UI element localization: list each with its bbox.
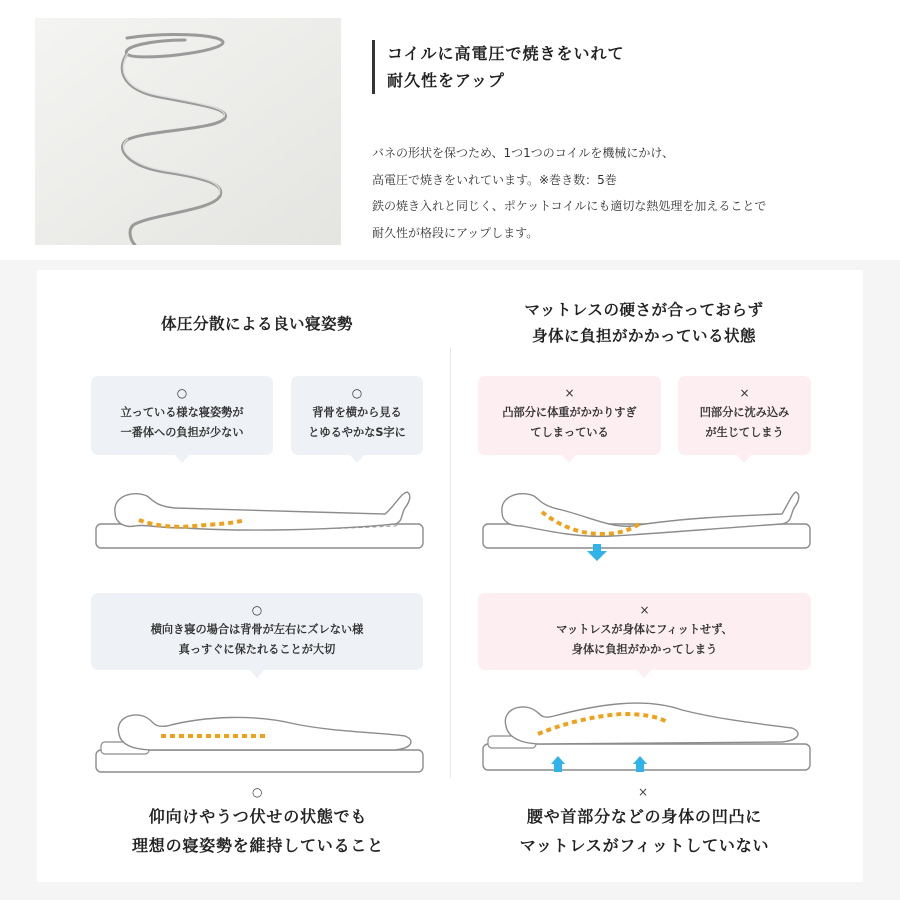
bad-mark: × <box>564 386 575 400</box>
bad-conclusion-line1: 腰や首部分などの身体の凹凸に <box>526 807 763 826</box>
good-conclusion-line2: 理想の寝姿勢を維持していること <box>131 836 384 855</box>
column-divider <box>450 348 451 778</box>
good-mark: ○ <box>351 386 363 400</box>
bad-mark: × <box>639 603 650 617</box>
coil-heading-line2: 耐久性をアップ <box>387 71 505 90</box>
bubble-text: てしまっている <box>530 426 609 439</box>
bubble-text: 立っている様な寝姿勢が <box>120 406 244 419</box>
bubble-tail <box>250 670 264 678</box>
coil-description-line: 鉄の焼き入れと同じく、ポケットコイルにも適切な熱処理を加えることで <box>372 199 767 213</box>
bad-conclusion-line2: マットレスがフィットしていない <box>519 836 770 855</box>
coil-description-line: 高電圧で焼きをいれています。※巻き数：5巻 <box>372 172 617 187</box>
coil-spring-image <box>35 18 341 245</box>
coil-section <box>0 0 900 260</box>
bad-bubble-concave <box>678 376 811 455</box>
bad-conclusion <box>478 802 811 860</box>
coil-description-line: バネの形状を保つため、1つ1つのコイルを機械にかけ、 <box>372 146 674 160</box>
good-supine-figure <box>95 488 425 552</box>
good-conclusion-line1: 仰向けやうつ伏せの状態でも <box>148 807 368 826</box>
bad-bubble-convex <box>478 376 661 455</box>
bubble-tail <box>350 455 364 463</box>
bubble-text: 凹部分に沈み込み <box>699 406 790 419</box>
bubble-text: が生じてしまう <box>705 426 784 439</box>
good-mark: ○ <box>176 386 188 400</box>
coil-spring-photo <box>35 18 341 245</box>
good-conclusion <box>92 802 424 860</box>
good-bubble-standing <box>91 376 273 455</box>
coil-heading-line1: コイルに高電圧で焼きをいれて <box>387 44 625 63</box>
bubble-text: 真っすぐに保たれることが大切 <box>178 643 336 656</box>
bubble-text: マットレスが身体にフィットせず、 <box>556 623 733 636</box>
coil-description <box>372 140 882 246</box>
bubble-tail <box>737 455 751 463</box>
bubble-text: 凸部分に体重がかかりすぎ <box>502 406 637 419</box>
bubble-text: 横向き寝の場合は背骨が左右にズレない様 <box>150 623 364 636</box>
bad-posture-title-line1: マットレスの硬さが合っておらず <box>524 301 764 319</box>
good-mark: ○ <box>251 603 263 617</box>
bubble-tail <box>562 455 576 463</box>
bad-conclusion-mark: × <box>638 785 649 799</box>
bubble-text: 一番体への負担が少ない <box>120 426 244 439</box>
bad-mark: × <box>739 386 750 400</box>
bad-posture-title <box>478 297 810 349</box>
bad-side-figure <box>482 686 812 782</box>
good-conclusion-mark: ○ <box>252 785 263 799</box>
bubble-text: 背骨を横から見る <box>312 406 402 419</box>
bad-supine-figure <box>482 488 812 564</box>
good-posture-title: 体圧分散による良い寝姿勢 <box>160 315 353 333</box>
good-side-figure <box>95 706 425 774</box>
bubble-tail <box>637 670 651 678</box>
good-bubble-side-sleep <box>91 593 423 670</box>
good-bubble-s-curve <box>291 376 423 455</box>
bubble-text: 身体に負担がかかってしまう <box>571 643 718 656</box>
coil-heading <box>372 40 625 94</box>
bubble-text: とゆるやかなS字に <box>308 426 406 439</box>
bubble-tail <box>175 455 189 463</box>
bad-posture-title-line2: 身体に負担がかかっている状態 <box>531 327 756 345</box>
coil-description-line: 耐久性が格段にアップします。 <box>372 225 539 240</box>
bad-bubble-no-fit <box>478 593 811 670</box>
